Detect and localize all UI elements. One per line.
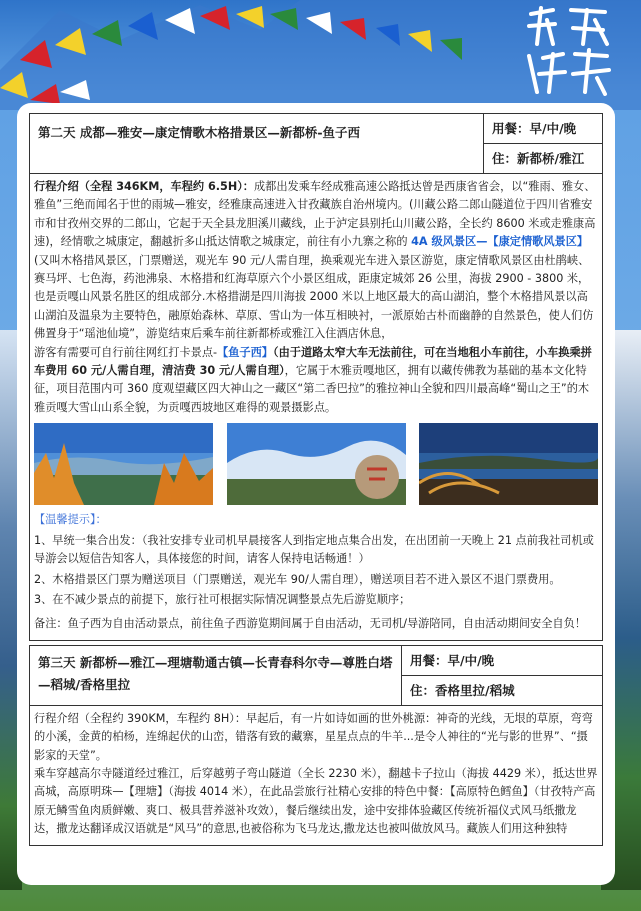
tips-title: 【温馨提示】：	[34, 513, 107, 527]
day2-note: 备注：鱼子西为自由活动景点，前往鱼子西游览期间属于自由活动，无司机/导游陪同，自由活动期间安全自负！	[34, 617, 586, 631]
lake-photo-1	[34, 423, 213, 505]
lake-photo-2	[419, 423, 598, 505]
tip-item: 2、木格措景区门票为赠送项目（门票赠送，观光车 90/人需自理），赠送项目若不进入景区不退门票费用。	[34, 572, 561, 586]
day2-meta	[484, 114, 602, 173]
day2-intro-text-4: ，它属于木雅贡嘎地区，拥有以藏传佛教为基础的基本文化特征，项目范围内可 360 度观望藏区四大神山之一藏区“第二香巴拉”的雅拉神山全貌和四川最高峰“蜀山之王”的木雅贡嘎大雪山山系全貌，为贡嘎西坡地区难得的观景摄影点。	[34, 364, 590, 414]
day3-intro-label: 行程介绍（全程约 390KM，车程约 8H）：	[34, 711, 247, 725]
day2-scenic-highlight: 4A 级风景区—【康定情歌风景区】	[411, 235, 589, 249]
day2-stay: 住：新都桥/雅江	[484, 143, 602, 173]
day2-intro-text-2: (又叫木格措风景区，门票赠送，观光车 90 元/人需自理，换乘观光车进入景区游览，康定情歌风景区由杜鹃峡、赛马坪、七色海，药池沸泉、木格措和红海草原六个小景区组成，距康定城郊 26 公里，海拔 2900 - 3800 米，也是贡嘎山风景名胜区的组成部分.木格措湖是四川海拔 2000 米以上地区最大的高山湖泊，整个木格措风景以高山湖泊及温泉为主要特色，融原始森林、草原、雪山为一体互相映衬，一派原始古朴而幽静的自然景色，使人们仿佛置身于“瑶池仙境”，游览结束后乘车前往新都桥或雅江入住酒店休息，	[34, 253, 594, 341]
day2-yuzixi-highlight: 【鱼子西】	[217, 345, 273, 359]
day2-intro-label: 行程介绍（全程 346KM，车程约 6.5H）：	[34, 180, 254, 193]
tip-item: 1、早统一集合出发：（我社安排专业司机早晨接客人到指定地点集合出发，在出团前一天晚上 21 点前我社司机或导游会以短信告知客人，具体接您的时间，请客人保持电话畅通！）	[34, 533, 594, 566]
day2-tips	[34, 511, 598, 609]
day3-intro	[34, 710, 598, 765]
day2-intro	[34, 178, 598, 344]
day3-header	[29, 645, 603, 706]
day2-optional-fee: （由于道路太窄大车无法前往，可在当地租小车前往，小车换乘拼车费用 60 元/人需自理，清洁费 30 元/人需自理）	[34, 345, 592, 378]
day3-title: 第三天 新都桥—雅江—理塘勒通古镇—长青春科尔寺—尊胜白塔—稻城/香格里拉	[30, 646, 402, 705]
stone-photo	[227, 423, 406, 505]
tip-item: 3、在不减少景点的前提下，旅行社可根据实际情况调整景点先后游览顺序；	[34, 592, 411, 606]
day2-intro-text-1: 成都出发乘车经成雅高速公路抵达曾是西康省省会，以“雅雨、雅女、雅鱼”三绝而闻名于世的雨城—雅安，经雅康高速进入甘孜藏族自治州境内。(川藏公路二郎山隧道位于四川省雅安市和甘孜州交界的二郎山，它起于天全县龙胆溪川藏线，止于泸定县别托山川藏公路，全长约 8600 米或走雅康高速)，经情歌之城康定，翻越折多山抵达情歌之城康定，前往有小九寨之称的	[34, 180, 596, 249]
day3-body	[29, 706, 603, 846]
day2-intro-text-3: 游客有需要可自行前往网红打卡景点-	[34, 345, 218, 359]
day2-body	[29, 174, 603, 641]
day2-header	[29, 113, 603, 174]
day2-title: 第二天 成都—雅安—康定情歌木格措景区—新都桥-鱼子西	[30, 114, 484, 173]
itinerary-card	[17, 103, 615, 885]
day3-intro-text-1: 早起后，有一片如诗如画的世外桃源：神奇的光线，无垠的草原，弯弯的小溪，金黄的柏杨，连绵起伏的山峦，错落有致的藏寨，星星点点的牛羊...是令人神往的“光与影的世界”、“摄影家的天堂”。	[34, 711, 593, 762]
day2-photos	[34, 423, 598, 505]
day3-meals: 用餐：早/中/晚	[410, 652, 495, 668]
day2-meals: 用餐：早/中/晚	[492, 121, 577, 136]
calligraphy-logo	[523, 4, 613, 96]
day3-meta	[402, 646, 602, 705]
day2-optional	[34, 344, 598, 418]
day3-intro-2: 乘车穿越高尔寺隧道经过雅江，后穿越剪子弯山隧道（全长 2230 米），翻越卡子拉山（海拔 4429 米），抵达世界高城，高原明珠—【理塘】（海拔 4014 米），在此品尝旅行社精心安排的特色中餐：【高原特色鳕鱼】（甘孜特产高原无鳞雪鱼肉质鲜嫩、爽口、极具营养滋补攻效），餐后继续出发，途中安排体验藏区传统祈福仪式风马纸撒龙达，撒龙达翻译成汉语就是“风马”的意思,也被俗称为飞马龙达,撒龙达也被叫做放风马。藏族人们用这种独特	[34, 766, 598, 836]
day3-stay: 住：香格里拉/稻城	[402, 675, 602, 705]
